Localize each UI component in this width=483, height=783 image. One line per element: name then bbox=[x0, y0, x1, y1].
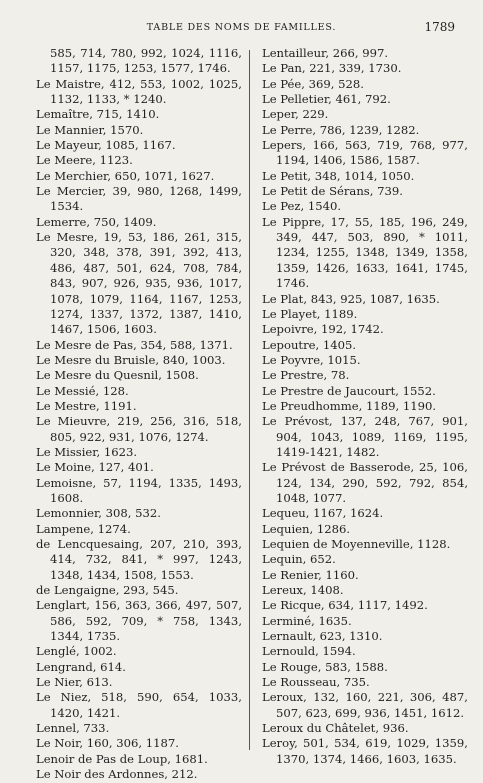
index-entry: 585, 714, 780, 992, 1024, 1116, 1157, 1175, 1253, 1577, 1746. bbox=[50, 46, 242, 76]
index-entry: Le Mestre, 1191. bbox=[36, 398, 137, 413]
index-entry: Lemaître, 715, 1410. bbox=[36, 107, 160, 122]
index-entry: Le Renier, 1160. bbox=[262, 567, 359, 582]
index-entry: Le Missier, 1623. bbox=[36, 444, 138, 459]
index-entry: Le Mieuvre, 219, 256, 316, 518, 805, 922, 931, 1076, 1274. bbox=[36, 414, 242, 444]
index-entry: Le Mesre du Quesnil, 1508. bbox=[36, 368, 199, 383]
index-entry: Le Rouge, 583, 1588. bbox=[262, 659, 388, 674]
index-entry: Leroux, 132, 160, 221, 306, 487, 507, 623, 699, 936, 1451, 1612. bbox=[262, 690, 468, 720]
index-entry: Leper, 229. bbox=[262, 107, 329, 122]
index-entry: Le Petit, 348, 1014, 1050. bbox=[262, 168, 415, 183]
index-entry: Le Preudhomme, 1189, 1190. bbox=[262, 398, 437, 413]
index-column-right bbox=[262, 46, 468, 767]
index-entry: Leroy, 501, 534, 619, 1029, 1359, 1370, 1374, 1466, 1603, 1635. bbox=[262, 736, 468, 766]
index-entry: Lenglé, 1002. bbox=[36, 644, 117, 659]
index-entry: Le Meere, 1123. bbox=[36, 153, 133, 168]
index-entry: Le Messié, 128. bbox=[36, 383, 129, 398]
index-entry: Le Perre, 786, 1239, 1282. bbox=[262, 122, 420, 137]
index-entry: Le Plat, 843, 925, 1087, 1635. bbox=[262, 291, 440, 306]
index-entry: Le Pez, 1540. bbox=[262, 199, 342, 214]
page-number: 1789 bbox=[424, 20, 455, 34]
index-entry: de Lengaigne, 293, 545. bbox=[36, 583, 179, 598]
index-entry: Le Pan, 221, 339, 1730. bbox=[262, 61, 402, 76]
index-entry: Le Mannier, 1570. bbox=[36, 122, 144, 137]
index-entry: Le Petit de Sérans, 739. bbox=[262, 184, 403, 199]
index-entry: Le Playet, 1189. bbox=[262, 306, 358, 321]
running-head: TABLE DES NOMS DE FAMILLES. bbox=[146, 22, 337, 33]
page-header bbox=[0, 18, 483, 34]
index-entry: Lequeu, 1167, 1624. bbox=[262, 506, 384, 521]
index-entry: Le Prestre, 78. bbox=[262, 368, 350, 383]
index-entry: Lerminé, 1635. bbox=[262, 613, 352, 628]
index-entry: Le Mercier, 39, 980, 1268, 1499, 1534. bbox=[36, 184, 242, 214]
index-entry: Lemonnier, 308, 532. bbox=[36, 506, 161, 521]
index-entry: Le Maistre, 412, 553, 1002, 1025, 1132, 1133, * 1240. bbox=[36, 76, 242, 107]
index-entry: Le Mesre, 19, 53, 186, 261, 315, 320, 348, 378, 391, 392, 413, 486, 487, 501, 624, 708, 784, 843, 907, 926, 935, 936, 1017, 1078, 1079, 1164, 1167, 1253, 1274, 1337, 1372, 1387, 1410, 1467, 1506, 1603. bbox=[36, 230, 242, 337]
index-entry: Lernould, 1594. bbox=[262, 644, 356, 659]
index-entry: Lepoutre, 1405. bbox=[262, 337, 357, 352]
index-entry: Lenoir de Pas de Loup, 1681. bbox=[36, 751, 208, 766]
index-entry: Le Niez, 518, 590, 654, 1033, 1420, 1421. bbox=[36, 690, 242, 720]
index-entry: Lequien, 1286. bbox=[262, 521, 351, 536]
index-entry: Lengrand, 614. bbox=[36, 659, 126, 674]
index-column-left bbox=[36, 46, 242, 783]
index-entry: Lentailleur, 266, 997. bbox=[262, 46, 389, 60]
index-entry: Lennel, 733. bbox=[36, 721, 110, 736]
index-entry: de Lencquesaing, 207, 210, 393, 414, 732, 841, * 997, 1243, 1348, 1434, 1508, 1553. bbox=[36, 537, 242, 582]
index-entry: Lepers, 166, 563, 719, 768, 977, 1194, 1406, 1586, 1587. bbox=[262, 138, 468, 168]
index-entry: Le Moine, 127, 401. bbox=[36, 460, 154, 475]
index-entry: Le Prévost de Basserode, 25, 106, 124, 134, 290, 592, 792, 854, 1048, 1077. bbox=[262, 460, 468, 505]
index-entry: Le Merchier, 650, 1071, 1627. bbox=[36, 168, 215, 183]
index-entry: Le Prévost, 137, 248, 767, 901, 904, 1043, 1089, 1169, 1195, 1419-1421, 1482. bbox=[262, 414, 468, 459]
index-entry: Le Pelletier, 461, 792. bbox=[262, 92, 391, 107]
index-entry: Lenglart, 156, 363, 366, 497, 507, 586, 592, 709, * 758, 1343, 1344, 1735. bbox=[36, 598, 242, 644]
index-entry: Lequin, 652. bbox=[262, 552, 336, 567]
index-entry: Lequien de Moyenneville, 1128. bbox=[262, 537, 451, 551]
index-entry: Le Noir, 160, 306, 1187. bbox=[36, 736, 179, 751]
index-entry: Le Mayeur, 1085, 1167. bbox=[36, 138, 176, 153]
index-entry: Le Noir des Ardonnes, 212. bbox=[36, 767, 198, 782]
index-entry: Le Pippre, 17, 55, 185, 196, 249, 349, 447, 503, 890, * 1011, 1234, 1255, 1348, 1349, 1358, 1359, 1426, 1633, 1641, 1745, 1746. bbox=[262, 214, 468, 291]
index-entry: Lernault, 623, 1310. bbox=[262, 629, 383, 644]
column-divider bbox=[249, 50, 250, 750]
index-entry: Lemerre, 750, 1409. bbox=[36, 214, 157, 229]
index-entry: Le Mesre de Pas, 354, 588, 1371. bbox=[36, 337, 233, 352]
index-entry: Le Rousseau, 735. bbox=[262, 675, 370, 690]
index-entry: Lepoivre, 192, 1742. bbox=[262, 322, 384, 337]
index-entry: Le Pée, 369, 528. bbox=[262, 76, 364, 91]
index-entry: Le Nier, 613. bbox=[36, 675, 113, 690]
index-entry: Le Mesre du Bruisle, 840, 1003. bbox=[36, 352, 226, 367]
index-entry: Le Ricque, 634, 1117, 1492. bbox=[262, 598, 428, 613]
index-entry: Lereux, 1408. bbox=[262, 583, 344, 598]
index-entry: Leroux du Châtelet, 936. bbox=[262, 721, 409, 736]
index-entry: Lemoisne, 57, 1194, 1335, 1493, 1608. bbox=[36, 475, 242, 505]
index-entry: Le Poyvre, 1015. bbox=[262, 352, 361, 367]
index-entry: Le Prestre de Jaucourt, 1552. bbox=[262, 383, 436, 398]
index-entry: Lampene, 1274. bbox=[36, 521, 131, 536]
